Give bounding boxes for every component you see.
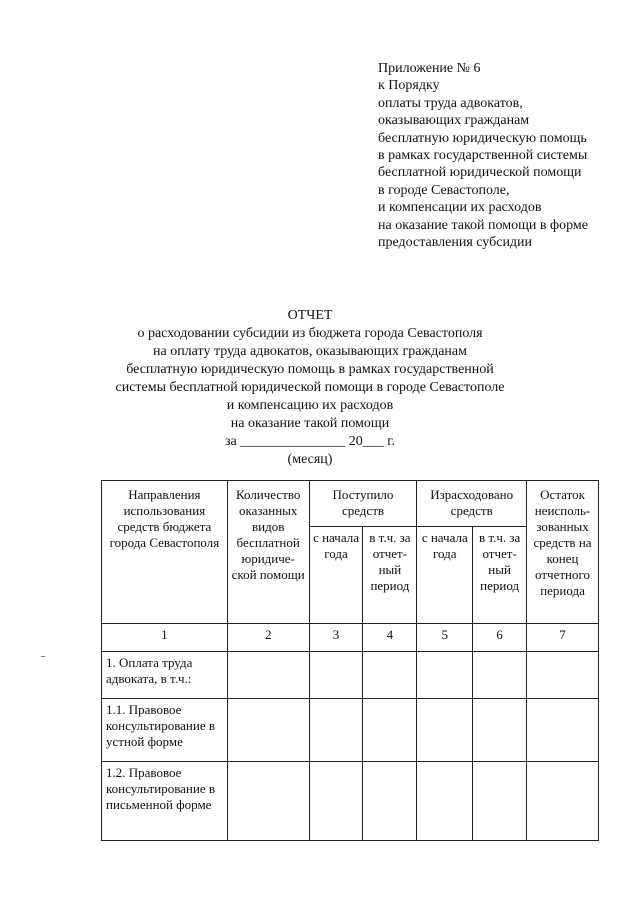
scan-speck — [41, 656, 45, 657]
report-subtitle-line: на оказание такой помощи — [230, 416, 390, 431]
table-cell — [417, 762, 473, 841]
table-cell — [527, 762, 599, 841]
table-cell — [309, 699, 363, 762]
header-remainder: Остаток неисполь-зованных средств на конец отчетного периода — [527, 481, 599, 624]
table-row — [102, 762, 599, 841]
table-cell — [227, 762, 309, 841]
table-cell — [473, 652, 527, 699]
row-label: 1.2. Правовое консультирование в письменной форме — [102, 762, 228, 841]
appendix-line: предоставления субсидии — [378, 235, 533, 251]
appendix-line: оказывающих гражданам — [378, 113, 530, 129]
table-cell — [417, 699, 473, 762]
table-cell — [417, 652, 473, 699]
table-cell — [527, 699, 599, 762]
appendix-line: к Порядку — [378, 78, 440, 94]
table-cell — [309, 762, 363, 841]
appendix-line: бесплатной юридической помощи — [378, 165, 582, 181]
column-number: 7 — [527, 624, 599, 652]
table-cell — [473, 699, 527, 762]
report-subtitle-line: бесплатную юридическую помощь в рамках государственной — [126, 362, 494, 377]
appendix-line: и компенсации их расходов — [378, 200, 542, 216]
table-row — [102, 652, 599, 699]
report-subtitle-line: и компенсацию их расходов — [226, 398, 394, 413]
appendix-line: оплаты труда адвокатов, — [378, 95, 523, 111]
header-direction: Направления использования средств бюджета города Севастополя — [102, 481, 228, 624]
table-cell — [227, 699, 309, 762]
report-subtitle-line: на оплату труда адвокатов, оказывающих гражданам — [152, 344, 467, 359]
column-number: 2 — [227, 624, 309, 652]
report-period-caption: (месяц) — [287, 452, 333, 467]
table-cell — [363, 762, 417, 841]
appendix-line: бесплатную юридическую помощь — [378, 130, 587, 146]
report-title: ОТЧЕТ — [287, 308, 333, 323]
column-number: 1 — [102, 624, 228, 652]
appendix-note — [378, 60, 623, 251]
table-cell — [227, 652, 309, 699]
table-cell — [363, 699, 417, 762]
header-spent: Израсходовано средств — [417, 481, 527, 527]
header-received-in-period: в т.ч. за отчет-ный период — [363, 527, 417, 624]
table-cell — [473, 762, 527, 841]
header-spent-in-period: в т.ч. за отчет-ный период — [473, 527, 527, 624]
column-number-row — [102, 624, 599, 652]
report-subtitle-line: о расходовании субсидии из бюджета города Севастополя — [137, 326, 483, 341]
table-cell — [363, 652, 417, 699]
report-table — [101, 480, 599, 841]
report-subtitle-line: системы бесплатной юридической помощи в городе Севастополе — [115, 380, 505, 395]
column-number: 6 — [473, 624, 527, 652]
column-number: 3 — [309, 624, 363, 652]
report-title-block — [100, 307, 520, 469]
column-number: 4 — [363, 624, 417, 652]
table-cell — [527, 652, 599, 699]
appendix-line: Приложение № 6 — [378, 61, 481, 76]
table-header-row — [102, 481, 599, 527]
appendix-line: на оказание такой помощи в форме — [378, 217, 588, 233]
appendix-line: в рамках государственной системы — [378, 148, 588, 164]
header-received-from-start: с начала года — [309, 527, 363, 624]
row-label: 1. Оплата труда адвоката, в т.ч.: — [102, 652, 228, 699]
row-label: 1.1. Правовое консультирование в устной форме — [102, 699, 228, 762]
header-spent-from-start: с начала года — [417, 527, 473, 624]
header-count: Количество оказанных видов бесплатной юридиче-ской помощи — [227, 481, 309, 624]
report-period: за _______________ 20___ г. — [225, 434, 395, 449]
column-number: 5 — [417, 624, 473, 652]
table-cell — [309, 652, 363, 699]
appendix-line: в городе Севастополе, — [378, 182, 510, 198]
table-row — [102, 699, 599, 762]
header-received: Поступило средств — [309, 481, 417, 527]
